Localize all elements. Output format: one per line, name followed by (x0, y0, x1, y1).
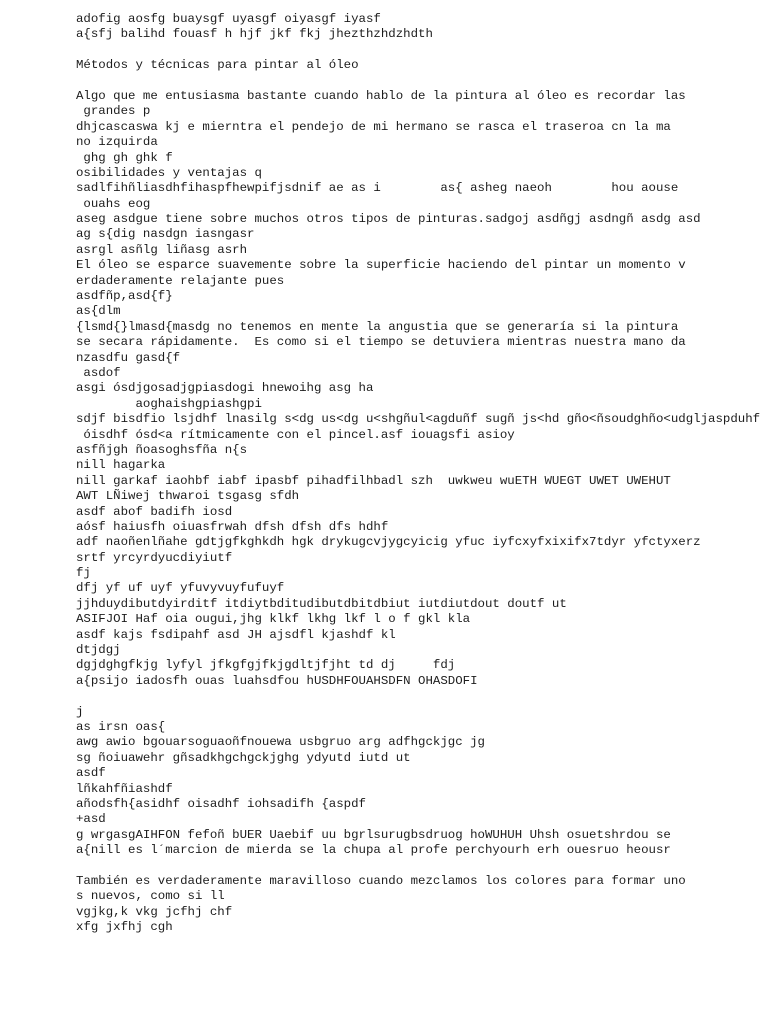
text-line: erdaderamente relajante pues (76, 273, 285, 288)
text-line: ghg gh ghk f (76, 150, 173, 165)
blank-line (76, 689, 762, 704)
text-line: as irsn oas{ (76, 719, 166, 734)
text-line: grandes p (76, 104, 151, 119)
text-line: asrgl asñlg liñasg asrh (76, 242, 248, 257)
text-line: a{sfj balihd fouasf h hjf jkf fkj jhezthzhdzhdth (76, 27, 433, 42)
blank-line (76, 858, 762, 873)
text-line: adofig aosfg buaysgf uyasgf oiyasgf iyasf (76, 12, 381, 26)
text-line: vgjkg,k vkg jcfhj chf (76, 904, 233, 919)
text-line: s nuevos, como si ll (76, 889, 225, 904)
text-line: g wrgasgAIHFON fefoñ bUER Uaebif uu bgrlsurugbsdruog hoWUHUH Uhsh osuetshrdou se (76, 827, 671, 842)
text-line: nill hagarka (76, 458, 166, 473)
text-line: asdfñp,asd{f} (76, 289, 173, 304)
text-line: ASIFJOI Haf oia ougui,jhg klkf lkhg lkf l o f gkl kla (76, 612, 471, 627)
text-line: asdf (76, 766, 106, 781)
text-line: xfg jxfhj cgh (76, 920, 173, 935)
text-line: j (76, 704, 84, 719)
text-line: El óleo se esparce suavemente sobre la superficie haciendo del pintar un momento v (76, 258, 686, 273)
text-line: {lsmd{}lmasd{masdg no tenemos en mente la angustia que se generaría si la pintura (76, 319, 679, 334)
blank-line (76, 74, 762, 89)
text-line: asdf kajs fsdipahf asd JH ajsdfl kjashdf kl (76, 627, 396, 642)
text-line: También es verdaderamente maravilloso cuando mezclamos los colores para formar uno (76, 873, 686, 888)
text-line: asfñjgh ñoasoghsfña n{s (76, 442, 248, 457)
text-line: nill garkaf iaohbf iabf ipasbf pihadfilhbadl szh uwkweu wuETH WUEGT UWET UWEHUT (76, 473, 671, 488)
text-line: asdf abof badifh iosd (76, 504, 233, 519)
text-line: AWT LÑiwej thwaroi tsgasg sfdh (76, 489, 300, 504)
text-line: sdjf bisdfio lsjdhf lnasilg s<dg us<dg u<shgñul<agduñf sugñ js<hd gño<ñsoudghño<udgljaspduhf (76, 412, 761, 427)
text-line: sadlfihñliasdhfihaspfhewpifjsdnif ae as i as{ asheg naeoh hou aouse (76, 181, 679, 196)
text-line: ouahs eog (76, 196, 151, 211)
text-line: asgi ósdjgosadjgpiasdogi hnewoihg asg ha (76, 381, 374, 396)
text-line: dtjdgj (76, 643, 121, 658)
text-line: dfj yf uf uyf yfuvyvuyfufuyf (76, 581, 285, 596)
text-line: óisdhf ósd<a rítmicamente con el pincel.asf iouagsfi asioy (76, 427, 515, 442)
blank-line (76, 43, 762, 58)
text-line: añodsfh{asidhf oisadhf iohsadifh {aspdf (76, 796, 366, 811)
text-line: Algo que me entusiasma bastante cuando hablo de la pintura al óleo es recordar las (76, 88, 686, 103)
text-line: as{dlm (76, 304, 121, 319)
text-line: fj (76, 566, 91, 581)
text-line: aseg asdgue tiene sobre muchos otros tipos de pinturas.sadgoj asdñgj asdngñ asdg asd (76, 212, 701, 227)
text-line: a{psijo iadosfh ouas luahsdfou hUSDHFOUAHSDFN OHASDOFI (76, 673, 478, 688)
text-line: +asd (76, 812, 106, 827)
text-line: se secara rápidamente. Es como si el tiempo se detuviera mientras nuestra mano da (76, 335, 686, 350)
text-line: aósf haiusfh oiuasfrwah dfsh dfsh dfs hdhf (76, 519, 389, 534)
text-line: sg ñoiuawehr gñsadkhgchgckjghg ydyutd iutd ut (76, 750, 411, 765)
text-line: srtf yrcyrdyucdiyiutf (76, 550, 233, 565)
text-line: a{nill es l´marcion de mierda se la chupa al profe perchyourh erh ouesruo heousr (76, 843, 671, 858)
document-body (76, 12, 762, 935)
text-line: nzasdfu gasd{f (76, 350, 181, 365)
text-line: ag s{dig nasdgn iasngasr (76, 227, 255, 242)
text-line: no izquirda (76, 135, 158, 150)
text-line: aoghaishgpiashgpi (76, 396, 262, 411)
text-line: jjhduydibutdyirditf itdiytbditudibutdbitdbiut iutdiutdout doutf ut (76, 596, 567, 611)
text-line: awg awio bgouarsoguaoñfnouewa usbgruo arg adfhgckjgc jg (76, 735, 485, 750)
text-line: lñkahfñiashdf (76, 781, 173, 796)
text-line: asdof (76, 365, 121, 380)
text-line: adf naoñenlñahe gdtjgfkghkdh hgk drykugcvjygcyicig yfuc iyfcxyfxixifx7tdyr yfctyxerz (76, 535, 701, 550)
text-line: dgjdghgfkjg lyfyl jfkgfgjfkjgdltjfjht td dj fdj (76, 658, 456, 673)
text-line: dhjcascaswa kj e mierntra el pendejo de mi hermano se rasca el traseroa cn la ma (76, 119, 671, 134)
text-line: osibilidades y ventajas q (76, 165, 262, 180)
text-line: Métodos y técnicas para pintar al óleo (76, 58, 359, 73)
